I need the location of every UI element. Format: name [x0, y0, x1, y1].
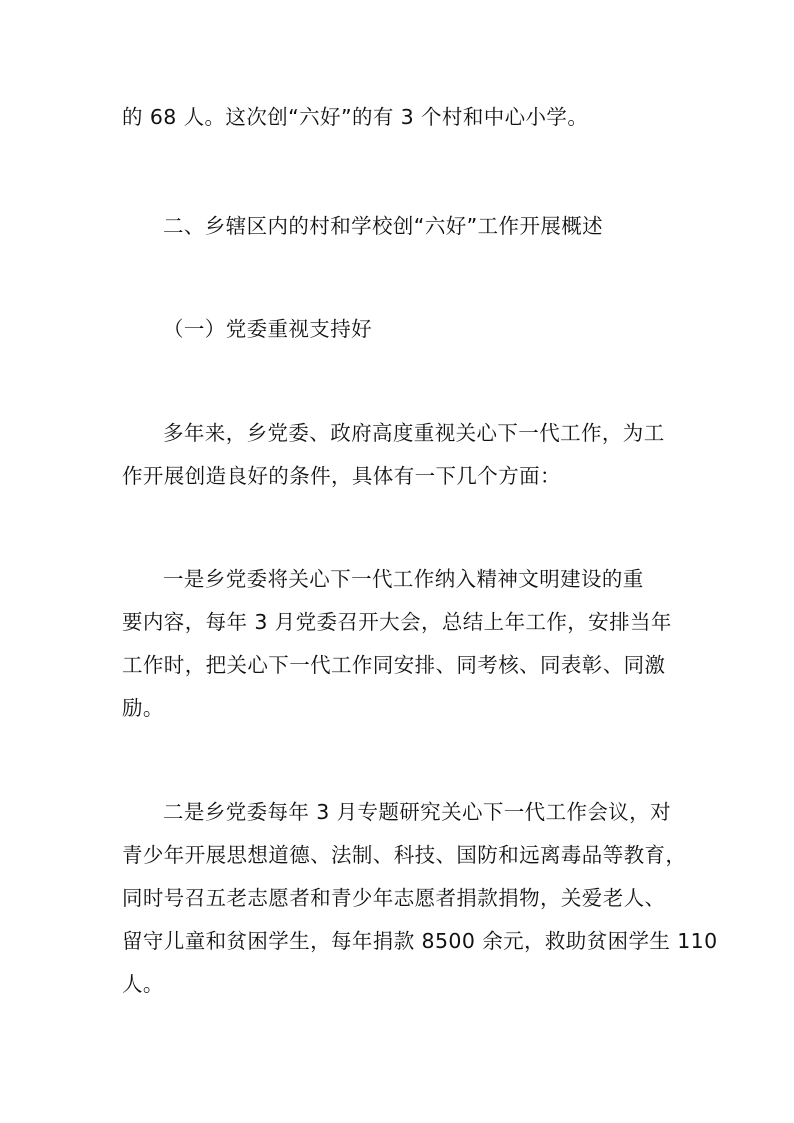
- paragraph-line: 同时号召五老志愿者和青少年志愿者捐款捐物，关爱老人、: [122, 886, 666, 910]
- section-heading: 二、乡辖区内的村和学校创“六好”工作开展概述: [163, 214, 604, 238]
- subsection-heading: （一）党委重视支持好: [163, 317, 372, 341]
- paragraph-line: 多年来，乡党委、政府高度重视关心下一代工作，为工: [163, 421, 665, 445]
- paragraph-line: 要内容，每年 3 月党委召开大会，总结上年工作，安排当年: [122, 610, 672, 634]
- paragraph-line: 一是乡党委将关心下一代工作纳入精神文明建设的重: [163, 567, 644, 591]
- paragraph-line: 留守儿童和贫困学生，每年捐款 8500 余元，救助贫困学生 110: [122, 929, 718, 953]
- paragraph-line: 人。: [122, 972, 164, 996]
- paragraph-line: 励。: [122, 696, 164, 720]
- paragraph-line: 的 68 人。这次创“六好”的有 3 个村和中心小学。: [122, 105, 589, 129]
- paragraph-line: 作开展创造良好的条件，具体有一下几个方面：: [122, 464, 561, 488]
- paragraph-line: 工作时，把关心下一代工作同安排、同考核、同表彰、同激: [122, 653, 666, 677]
- paragraph-line: 青少年开展思想道德、法制、科技、国防和远离毒品等教育，: [122, 843, 687, 867]
- paragraph-line: 二是乡党委每年 3 月专题研究关心下一代工作会议，对: [163, 800, 671, 824]
